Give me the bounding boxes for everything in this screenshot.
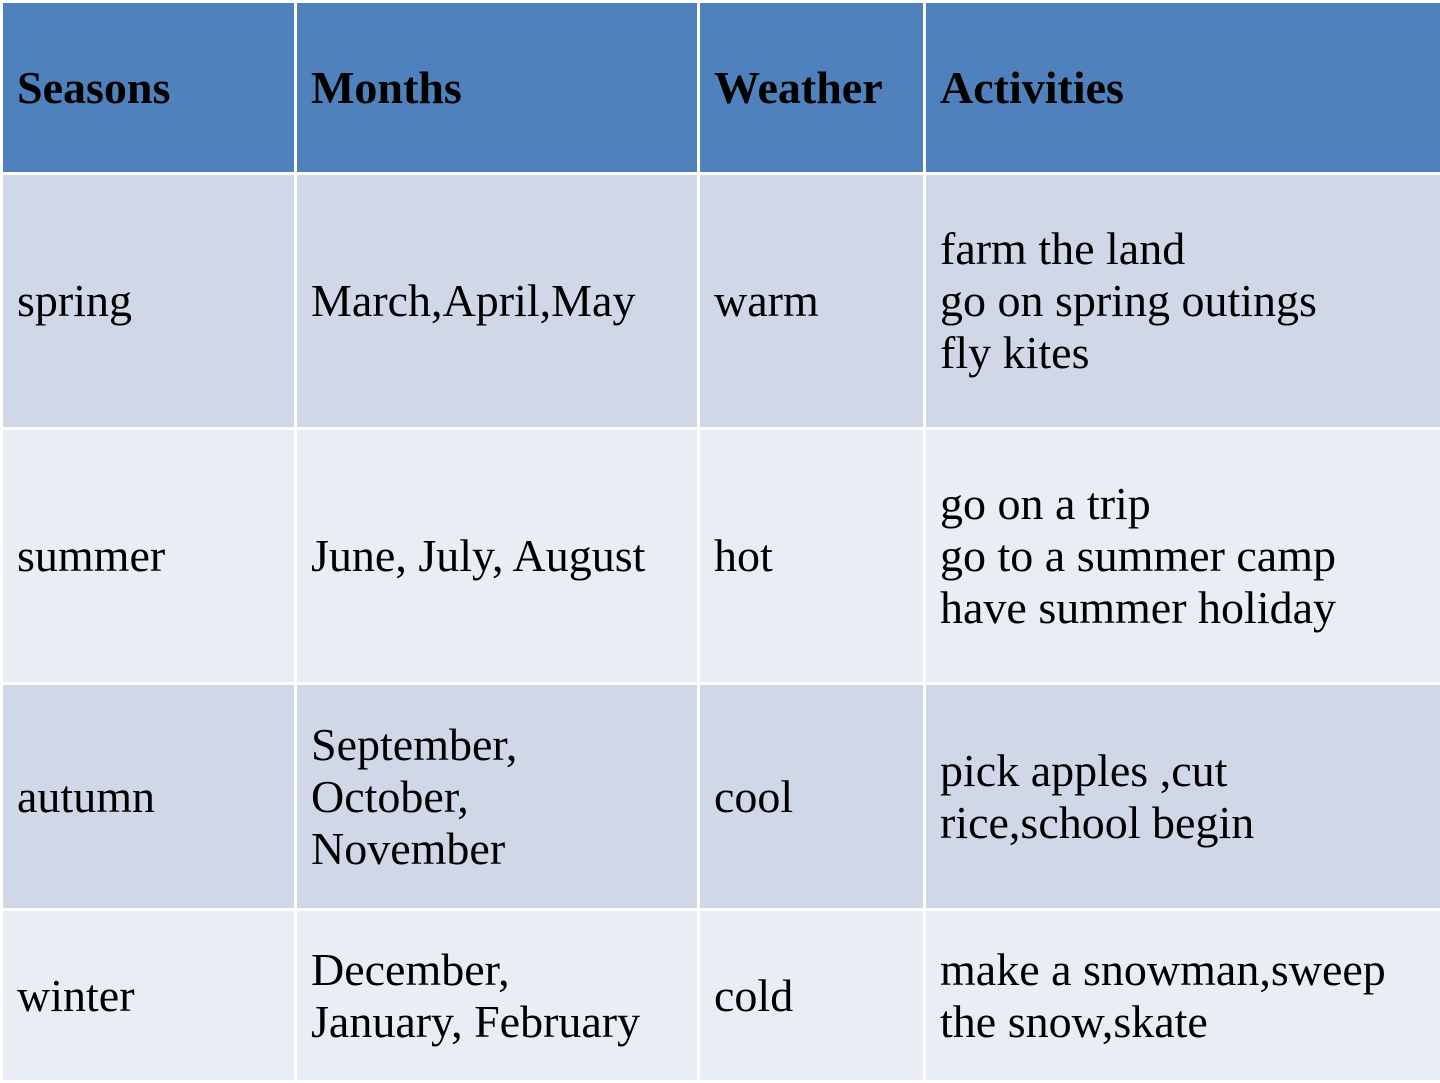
weather-cell: hot: [699, 429, 925, 684]
months-line: June, July, August: [311, 530, 697, 582]
months-cell: [296, 429, 699, 684]
months-line: November: [311, 823, 697, 875]
season-cell: autumn: [2, 684, 296, 910]
header-seasons: Seasons: [2, 2, 296, 174]
months-cell: [296, 910, 699, 1082]
season-cell: spring: [2, 174, 296, 429]
months-line: December,: [311, 944, 697, 996]
activity-line: make a snowman,sweep: [940, 944, 1440, 996]
months-line: March,April,May: [311, 275, 697, 327]
weather-cell: cool: [699, 684, 925, 910]
activities-cell: [925, 910, 1440, 1082]
weather-cell: cold: [699, 910, 925, 1082]
activity-line: fly kites: [940, 327, 1440, 379]
activity-line: rice,school begin: [940, 797, 1440, 849]
season-cell: winter: [2, 910, 296, 1082]
months-line: September,: [311, 719, 697, 771]
activity-line: go to a summer camp: [940, 530, 1440, 582]
months-line: January, February: [311, 996, 697, 1048]
table-row-winter: [2, 910, 1440, 1082]
activities-cell: [925, 174, 1440, 429]
header-months: Months: [296, 2, 699, 174]
activity-line: the snow,skate: [940, 996, 1440, 1048]
table-row-spring: [2, 174, 1440, 429]
header-activities: Activities: [925, 2, 1440, 174]
months-cell: [296, 684, 699, 910]
header-weather: Weather: [699, 2, 925, 174]
activities-cell: [925, 684, 1440, 910]
weather-cell: warm: [699, 174, 925, 429]
months-line: October,: [311, 771, 697, 823]
season-cell: summer: [2, 429, 296, 684]
activities-cell: [925, 429, 1440, 684]
table-row-summer: [2, 429, 1440, 684]
activity-line: farm the land: [940, 223, 1440, 275]
activity-line: go on spring outings: [940, 275, 1440, 327]
header-row: [2, 2, 1440, 174]
table-row-autumn: [2, 684, 1440, 910]
activity-line: pick apples ,cut: [940, 745, 1440, 797]
months-cell: [296, 174, 699, 429]
activity-line: go on a trip: [940, 478, 1440, 530]
activity-line: have summer holiday: [940, 582, 1440, 634]
